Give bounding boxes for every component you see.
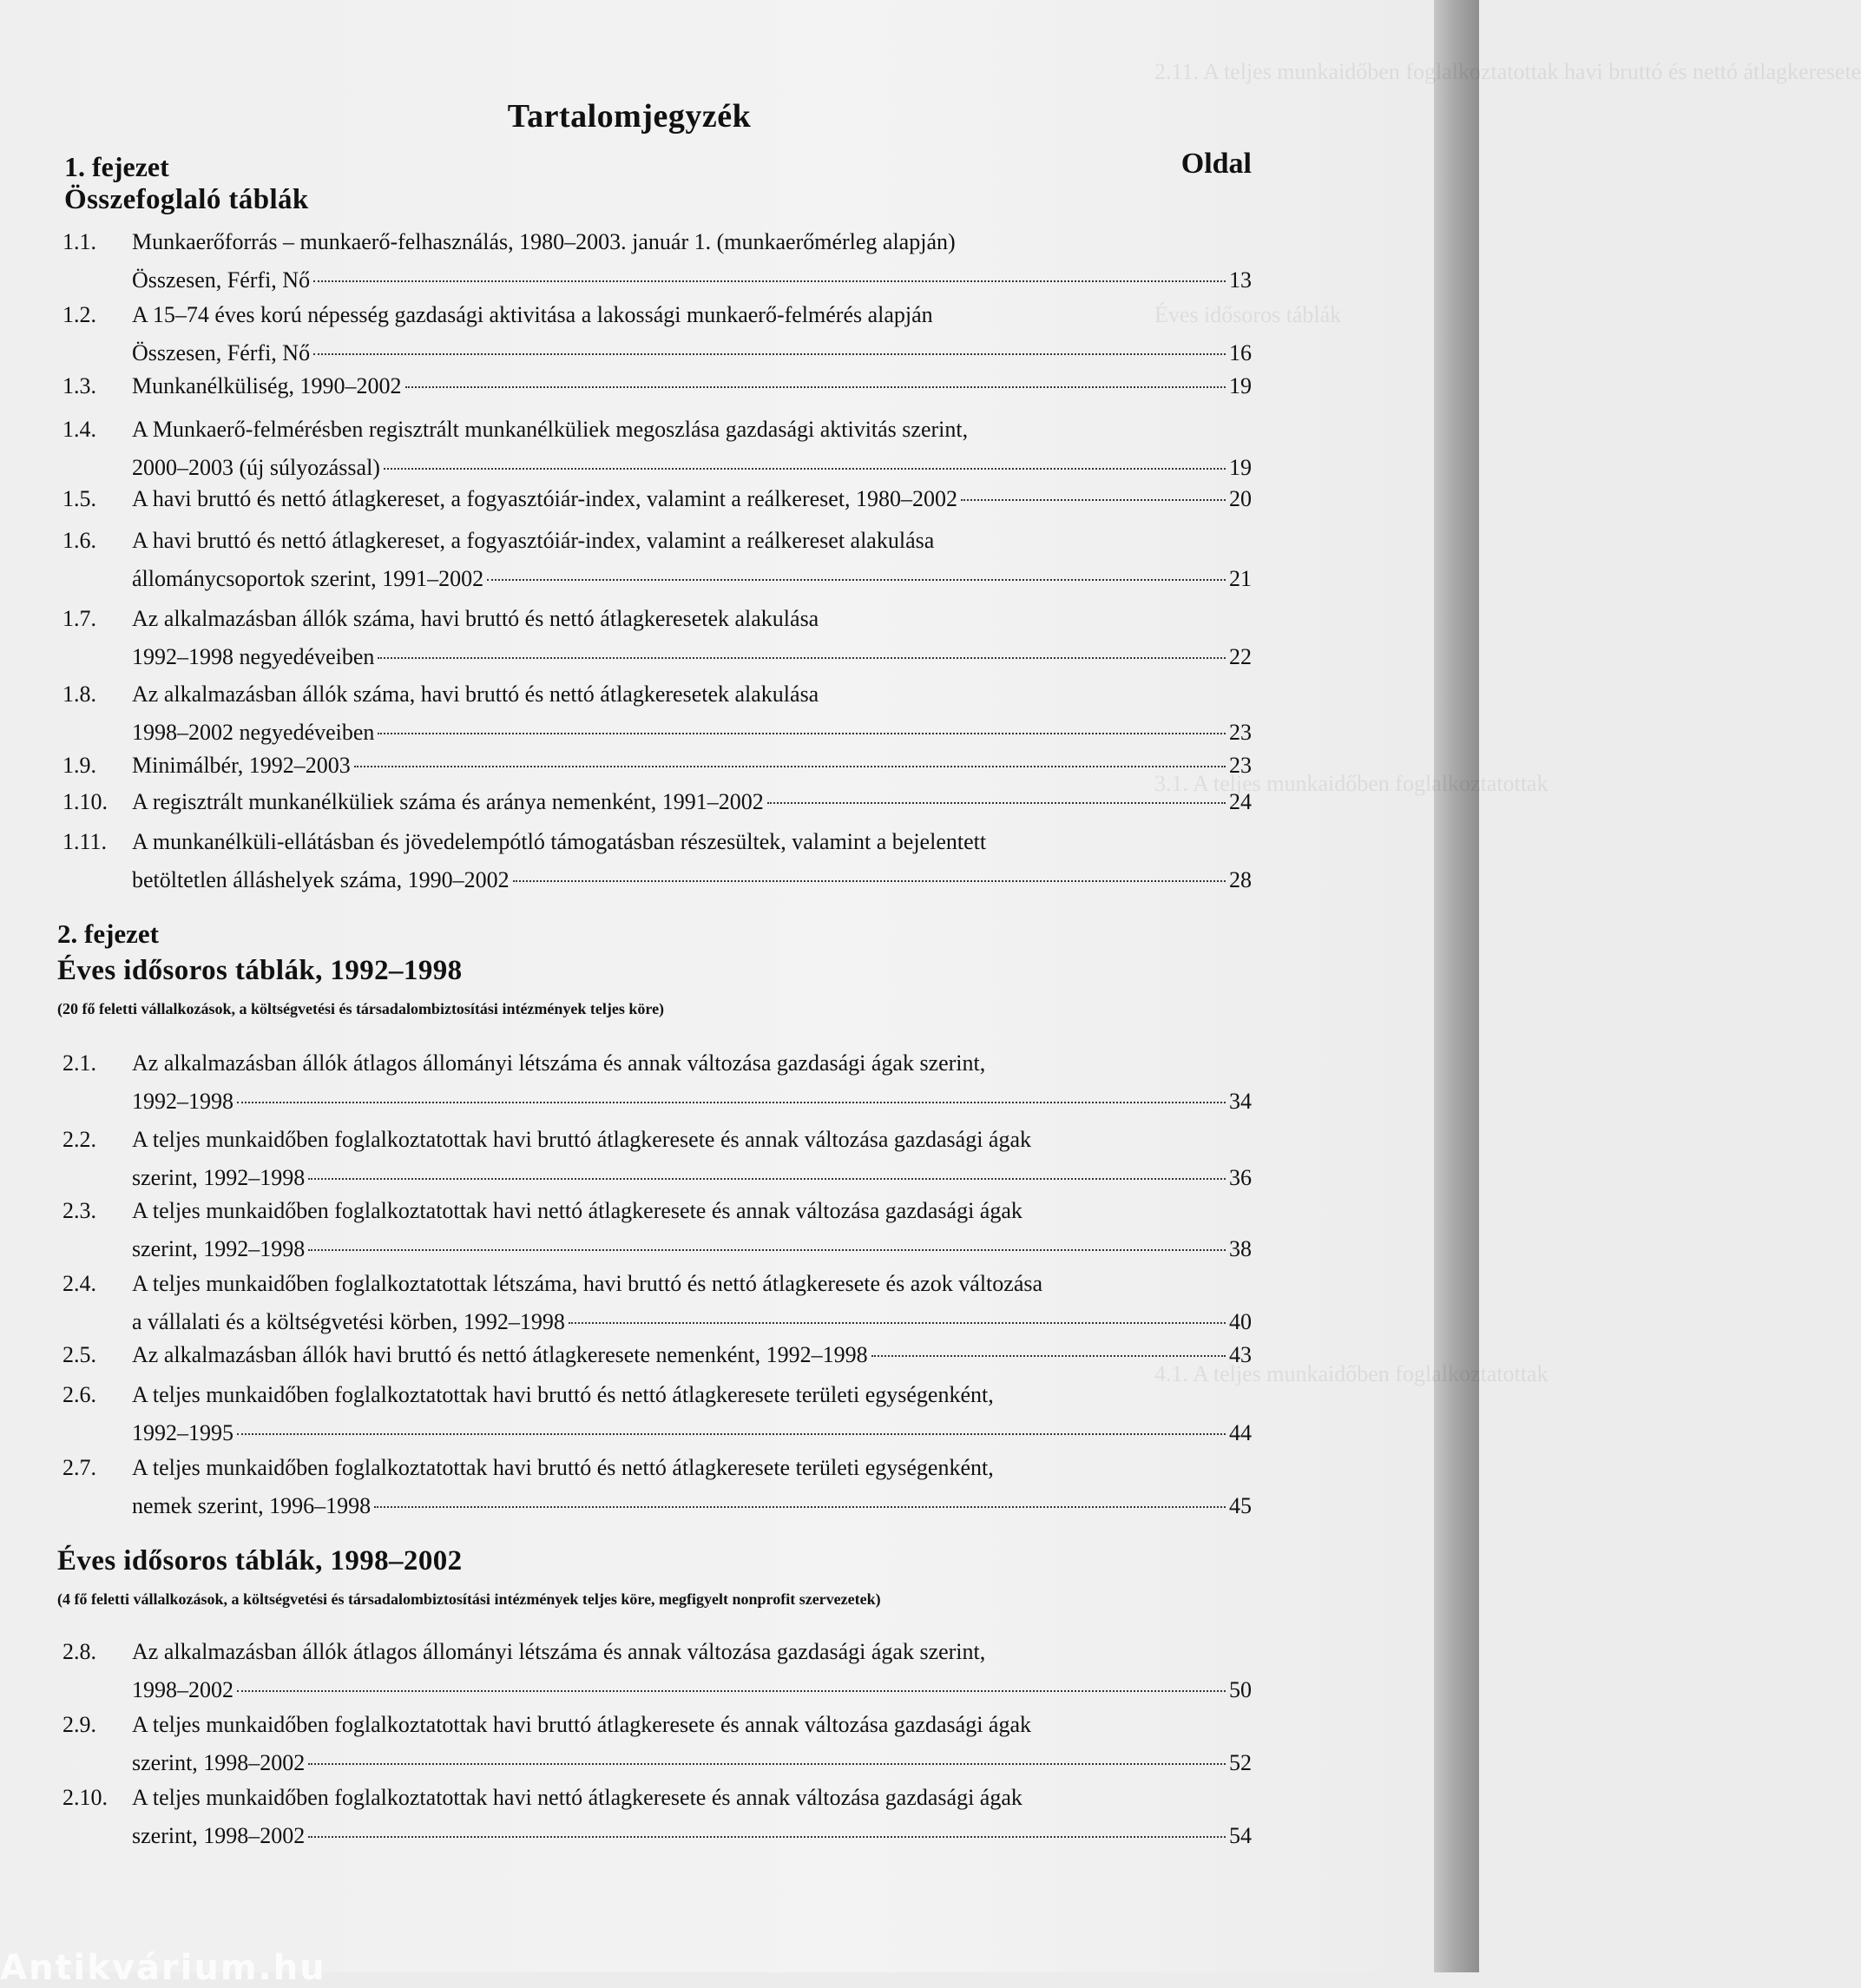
toc-entry-line: 1998–2002 negyedéveiben: [132, 720, 375, 745]
toc-entry-text: [132, 1455, 1252, 1531]
toc-entry-line: A regisztrált munkanélküliek száma és aránya nemenként, 1991–2002: [132, 789, 764, 814]
toc-page-number: 43: [1229, 1342, 1252, 1367]
toc-entry-last-line: [132, 1493, 1252, 1531]
toc-entry-text: [132, 1271, 1252, 1347]
toc-entry-line: állománycsoportok szerint, 1991–2002: [132, 566, 484, 591]
toc-page-number: 36: [1229, 1165, 1252, 1190]
dot-leader: [871, 1355, 1226, 1357]
toc-page-number: 20: [1229, 486, 1252, 511]
toc-entry-line: a vállalati és a költségvetési körben, 1992–1998: [132, 1309, 565, 1334]
toc-entry-line: nemek szerint, 1996–1998: [132, 1493, 372, 1518]
dot-leader: [237, 1690, 1226, 1692]
toc-entry-text: [132, 528, 1252, 604]
toc-entry-text: [132, 1712, 1252, 1788]
dot-leader: [308, 1178, 1226, 1180]
toc-entry-last-line: [132, 753, 1252, 791]
toc-page-number: 24: [1229, 789, 1252, 814]
section-subtitle: (4 fő feletti vállalkozások, a költségvetési és társadalombiztosítási intézmények teljes köre, megfigyelt nonprofit szervezetek): [57, 1590, 881, 1608]
toc-entry-line: A teljes munkaidőben foglalkoztatottak havi bruttó és nettó átlagkeresete területi egységenként,: [132, 1382, 994, 1407]
chapter-label: 2. fejezet: [57, 918, 160, 949]
toc-page-number: 38: [1229, 1236, 1252, 1261]
toc-entry-line: A teljes munkaidőben foglalkoztatottak havi bruttó átlagkeresete és annak változása gazdasági ágak: [132, 1712, 1032, 1737]
toc-entry-line: Az alkalmazásban állók átlagos állományi létszáma és annak változása gazdasági ágak szerint,: [132, 1050, 986, 1076]
toc-page-number: 23: [1229, 720, 1252, 745]
toc-page-number: 34: [1229, 1089, 1252, 1114]
toc-entry-number: 2.1.: [62, 1050, 96, 1076]
toc-entry-line: A Munkaerő-felmérésben regisztrált munkanélküliek megoszlása gazdasági aktivitás szerint,: [132, 417, 969, 442]
toc-entry-last-line: [132, 1420, 1252, 1458]
toc-entry-line: Munkanélküliség, 1990–2002: [132, 373, 402, 398]
dot-leader: [313, 280, 1226, 282]
toc-entry-last-line: [132, 566, 1252, 604]
toc-entry-text: [132, 1785, 1252, 1861]
toc-entry-line: 1992–1998 negyedéveiben: [132, 644, 375, 669]
dot-leader: [308, 1836, 1226, 1838]
toc-entry-text: [132, 789, 1252, 827]
dot-leader: [487, 579, 1226, 581]
toc-entry-line: Az alkalmazásban állók száma, havi bruttó és nettó átlagkeresetek alakulása: [132, 606, 819, 631]
toc-page-number: 50: [1229, 1677, 1252, 1702]
bleed-through-text: 2.11. A teljes munkaidőben foglalkoztatottak havi bruttó és nettó átlagkeresete: [1154, 59, 1861, 84]
toc-page-number: 45: [1229, 1493, 1252, 1518]
toc-entry-text: [132, 606, 1252, 682]
toc-entry-last-line: [132, 267, 1252, 306]
bleed-through-text: 3.1. A teljes munkaidőben foglalkoztatottak: [1154, 771, 1549, 796]
toc-page-number: 21: [1229, 566, 1252, 591]
toc-entry-last-line: [132, 867, 1252, 905]
toc-entry-last-line: [132, 1677, 1252, 1715]
toc-entry-line: Összesen, Férfi, Nő: [132, 267, 311, 293]
dot-leader: [961, 499, 1226, 501]
dot-leader: [384, 468, 1226, 470]
toc-entry-number: 1.5.: [62, 486, 96, 511]
toc-entry-text: [132, 829, 1252, 905]
page-column-header: Oldal: [1180, 148, 1252, 180]
toc-entry-number: 1.10.: [62, 789, 108, 814]
page-edge-shadow: [1434, 0, 1479, 1972]
toc-entry-line: A 15–74 éves korú népesség gazdasági aktivitása a lakossági munkaerő-felmérés alapján: [132, 302, 933, 327]
chapter-label: 1. fejezet: [64, 151, 169, 182]
toc-entry-line: A teljes munkaidőben foglalkoztatottak havi bruttó és nettó átlagkeresete területi egységenként,: [132, 1455, 994, 1480]
toc-entry-text: [132, 1382, 1252, 1458]
toc-entry-text: [132, 486, 1252, 524]
toc-entry-line: Az alkalmazásban állók száma, havi bruttó és nettó átlagkeresetek alakulása: [132, 681, 819, 707]
toc-entry-line: 1998–2002: [132, 1677, 233, 1702]
section-title: Éves idősoros táblák, 1992–1998: [57, 955, 463, 986]
toc-entry-number: 2.2.: [62, 1127, 96, 1152]
toc-entry-number: 2.5.: [62, 1342, 96, 1367]
toc-entry-line: Minimálbér, 1992–2003: [132, 753, 351, 778]
toc-entry-number: 2.4.: [62, 1271, 96, 1296]
toc-entry-number: 1.6.: [62, 528, 96, 553]
toc-entry-line: Az alkalmazásban állók átlagos állományi létszáma és annak változása gazdasági ágak szerint,: [132, 1639, 986, 1664]
toc-entry-line: A teljes munkaidőben foglalkoztatottak létszáma, havi bruttó és nettó átlagkeresete és azok változása: [132, 1271, 1043, 1296]
toc-entry-text: [132, 1198, 1252, 1274]
toc-page-number: 16: [1229, 340, 1252, 365]
bleed-through-text: Éves idősoros táblák: [1154, 302, 1342, 327]
toc-entry-text: [132, 1127, 1252, 1203]
dot-leader: [308, 1763, 1226, 1765]
toc-entry-line: A teljes munkaidőben foglalkoztatottak havi nettó átlagkeresete és annak változása gazdasági ágak: [132, 1198, 1023, 1223]
page-title: Tartalomjegyzék: [507, 98, 752, 135]
dot-leader: [313, 353, 1226, 355]
toc-entry-line: A teljes munkaidőben foglalkoztatottak havi nettó átlagkeresete és annak változása gazdasági ágak: [132, 1785, 1023, 1810]
toc-page-number: 19: [1229, 455, 1252, 480]
toc-entry-last-line: [132, 644, 1252, 682]
toc-entry-number: 1.8.: [62, 681, 96, 707]
toc-entry-line: szerint, 1998–2002: [132, 1823, 306, 1848]
dot-leader: [237, 1433, 1226, 1435]
toc-entry-text: [132, 1342, 1252, 1380]
toc-entry-line: 1992–1998: [132, 1089, 233, 1114]
toc-entry-line: A havi bruttó és nettó átlagkereset, a fogyasztóiár-index, valamint a reálkereset, 1980–2002: [132, 486, 958, 511]
toc-entry-text: [132, 302, 1252, 379]
toc-page-number: 54: [1229, 1823, 1252, 1848]
chapter-title: Összefoglaló táblák: [64, 184, 309, 215]
toc-entry-text: [132, 681, 1252, 758]
toc-entry-line: Összesen, Férfi, Nő: [132, 340, 311, 365]
toc-entry-number: 1.1.: [62, 229, 96, 254]
toc-entry-text: [132, 417, 1252, 493]
dot-leader: [569, 1322, 1226, 1324]
bleed-through-text: 4.1. A teljes munkaidőben foglalkoztatottak: [1154, 1361, 1549, 1386]
toc-entry-last-line: [132, 1750, 1252, 1788]
section-title: Éves idősoros táblák, 1998–2002: [57, 1545, 463, 1577]
toc-entry-number: 1.4.: [62, 417, 96, 442]
toc-entry-number: 2.3.: [62, 1198, 96, 1223]
toc-entry-line: szerint, 1992–1998: [132, 1236, 306, 1261]
toc-entry-line: A teljes munkaidőben foglalkoztatottak havi bruttó átlagkeresete és annak változása gazdasági ágak: [132, 1127, 1032, 1152]
toc-entry-last-line: [132, 789, 1252, 827]
toc-entry-last-line: [132, 373, 1252, 411]
dot-leader: [767, 802, 1226, 804]
toc-page-number: 13: [1229, 267, 1252, 293]
toc-entry-number: 1.2.: [62, 302, 96, 327]
toc-entry-line: Az alkalmazásban állók havi bruttó és nettó átlagkeresete nemenként, 1992–1998: [132, 1342, 868, 1367]
toc-entry-last-line: [132, 1823, 1252, 1861]
toc-entry-last-line: [132, 1342, 1252, 1380]
toc-page-number: 44: [1229, 1420, 1252, 1445]
toc-entry-line: szerint, 1998–2002: [132, 1750, 306, 1775]
toc-entry-text: [132, 1639, 1252, 1715]
toc-page-number: 23: [1229, 753, 1252, 778]
dot-leader: [513, 880, 1226, 882]
dot-leader: [354, 766, 1226, 767]
toc-entry-last-line: [132, 1236, 1252, 1274]
section-subtitle: (20 fő feletti vállalkozások, a költségvetési és társadalombiztosítási intézmények teljes köre): [57, 1000, 665, 1017]
dot-leader: [378, 733, 1226, 734]
toc-entry-number: 1.7.: [62, 606, 96, 631]
toc-entry-number: 2.10.: [62, 1785, 108, 1810]
toc-page-number: 22: [1229, 644, 1252, 669]
toc-entry-number: 1.11.: [62, 829, 108, 854]
toc-page-number: 40: [1229, 1309, 1252, 1334]
toc-entry-text: [132, 753, 1252, 791]
toc-entry-text: [132, 373, 1252, 411]
dot-leader: [374, 1506, 1226, 1508]
toc-entry-number: 2.8.: [62, 1639, 96, 1664]
toc-entry-line: betöltetlen álláshelyek száma, 1990–2002: [132, 867, 510, 892]
toc-entry-number: 2.6.: [62, 1382, 96, 1407]
toc-entry-line: 2000–2003 (új súlyozással): [132, 455, 380, 480]
dot-leader: [308, 1249, 1226, 1251]
toc-entry-number: 1.3.: [62, 373, 96, 398]
dot-leader: [237, 1102, 1226, 1103]
toc-entry-line: Munkaerőforrás – munkaerő-felhasználás, 1980–2003. január 1. (munkaerőmérleg alapján): [132, 229, 956, 254]
dot-leader: [405, 386, 1226, 388]
toc-page-number: 52: [1229, 1750, 1252, 1775]
toc-page-number: 28: [1229, 867, 1252, 892]
toc-entry-line: szerint, 1992–1998: [132, 1165, 306, 1190]
toc-entry-text: [132, 229, 1252, 306]
toc-entry-last-line: [132, 1089, 1252, 1127]
toc-entry-line: A munkanélküli-ellátásban és jövedelempótló támogatásban részesültek, valamint a bejelentett: [132, 829, 987, 854]
watermark-logo-text: Antikvárium.hu: [0, 1948, 326, 1988]
toc-entry-number: 2.7.: [62, 1455, 96, 1480]
toc-entry-line: A havi bruttó és nettó átlagkereset, a fogyasztóiár-index, valamint a reálkereset alakulása: [132, 528, 935, 553]
toc-entry-number: 2.9.: [62, 1712, 96, 1737]
toc-entry-line: 1992–1995: [132, 1420, 233, 1445]
toc-page-number: 19: [1229, 373, 1252, 398]
toc-entry-number: 1.9.: [62, 753, 96, 778]
dot-leader: [378, 657, 1226, 659]
toc-entry-text: [132, 1050, 1252, 1127]
toc-entry-last-line: [132, 486, 1252, 524]
